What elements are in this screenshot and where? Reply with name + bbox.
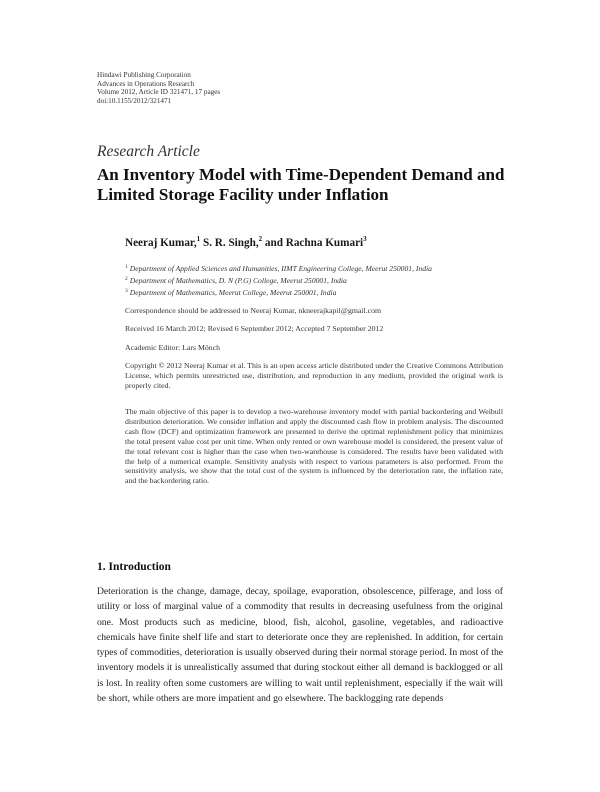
author-1: Neeraj Kumar, bbox=[125, 237, 197, 249]
affiliation-2-number: 2 bbox=[125, 276, 128, 283]
paper-title: An Inventory Model with Time-Dependent Demand and Limited Storage Facility under Inflation bbox=[97, 165, 505, 204]
copyright: Copyright © 2012 Neeraj Kumar et al. This is an open access article distributed under the Creative Commons Attribution License, which permits unrestricted use, distribution, and reproduction in any medium, provided the original work is properly cited. bbox=[125, 361, 503, 390]
affiliation-1 bbox=[125, 262, 432, 274]
affiliations bbox=[125, 262, 432, 299]
affiliation-3 bbox=[125, 286, 432, 298]
abstract: The main objective of this paper is to develop a two-warehouse inventory model with partial backordering and Weibull distribution deterioration. We consider inflation and apply the discounted cash flow in problem analysis. The discounted cash flow (DCF) and optimization framework are presented to derive the optimal replenishment policy that minimizes the total present value cost per unit time. When only rented or own warehouse model is considered, the present value of the total relevant cost is higher than the case when two-warehouse is considered. The results have been validated with the help of a numerical example. Sensitivity analysis with respect to various parameters is also performed. From the sensitivity analysis, we show that the total cost of the system is influenced by the deterioration rate, the inflation rate, and the backordering ratio. bbox=[125, 407, 503, 486]
affiliation-3-number: 3 bbox=[125, 288, 128, 295]
journal-name: Advances in Operations Research bbox=[97, 79, 195, 88]
volume-info: Volume 2012, Article ID 321471, 17 pages bbox=[97, 88, 221, 97]
correspondence: Correspondence should be addressed to Neeraj Kumar, nkneerajkapil@gmail.com bbox=[125, 306, 382, 315]
publisher-name: Hindawi Publishing Corporation bbox=[97, 71, 191, 79]
affiliation-2 bbox=[125, 274, 432, 286]
section-heading: 1. Introduction bbox=[97, 561, 171, 573]
author-2: S. R. Singh, bbox=[200, 237, 259, 249]
doi: doi:10.1155/2012/321471 bbox=[97, 96, 172, 105]
academic-editor: Academic Editor: Lars Mönch bbox=[125, 343, 221, 352]
dates: Received 16 March 2012; Revised 6 September 2012; Accepted 7 September 2012 bbox=[125, 324, 384, 333]
article-type: Research Article bbox=[97, 143, 200, 160]
author-3: and Rachna Kumari bbox=[262, 237, 364, 249]
affiliation-2-text: Department of Mathematics, D. N (P.G) College, Meerut 250001, India bbox=[129, 276, 347, 286]
author-1-affil: 1 bbox=[196, 235, 201, 243]
author-2-affil: 2 bbox=[258, 235, 263, 243]
author-3-affil: 3 bbox=[363, 235, 367, 243]
affiliation-1-text: Department of Applied Sciences and Humanities, IIMT Engineering College, Meerut 250001, India bbox=[129, 264, 432, 273]
author-list bbox=[125, 235, 367, 249]
publisher-info bbox=[97, 71, 220, 105]
introduction-text: Deterioration is the change, damage, decay, spoilage, evaporation, obsolescence, pilferage, and loss of utility or loss of marginal value of a commodity that results in decreasing usefulness from the original one. Most products such as medicine, blood, fish, alcohol, gasoline, vegetables, and radioactive chemicals have finite shelf life and start to deteriorate once they are replenished. In addition, for certain types of commodities, deterioration is usually observed during their normal storage period. In most of the inventory models it is unrealistically assumed that during stockout either all demand is backlogged or all is lost. In reality often some customers are willing to wait until replenishment, especially if the wait will be short, while others are more impatient and go elsewhere. The backlogging rate depends bbox=[97, 586, 503, 704]
affiliation-3-text: Department of Mathematics, Meerut College, Meerut 250001, India bbox=[129, 288, 337, 298]
affiliation-1-number: 1 bbox=[125, 264, 128, 270]
